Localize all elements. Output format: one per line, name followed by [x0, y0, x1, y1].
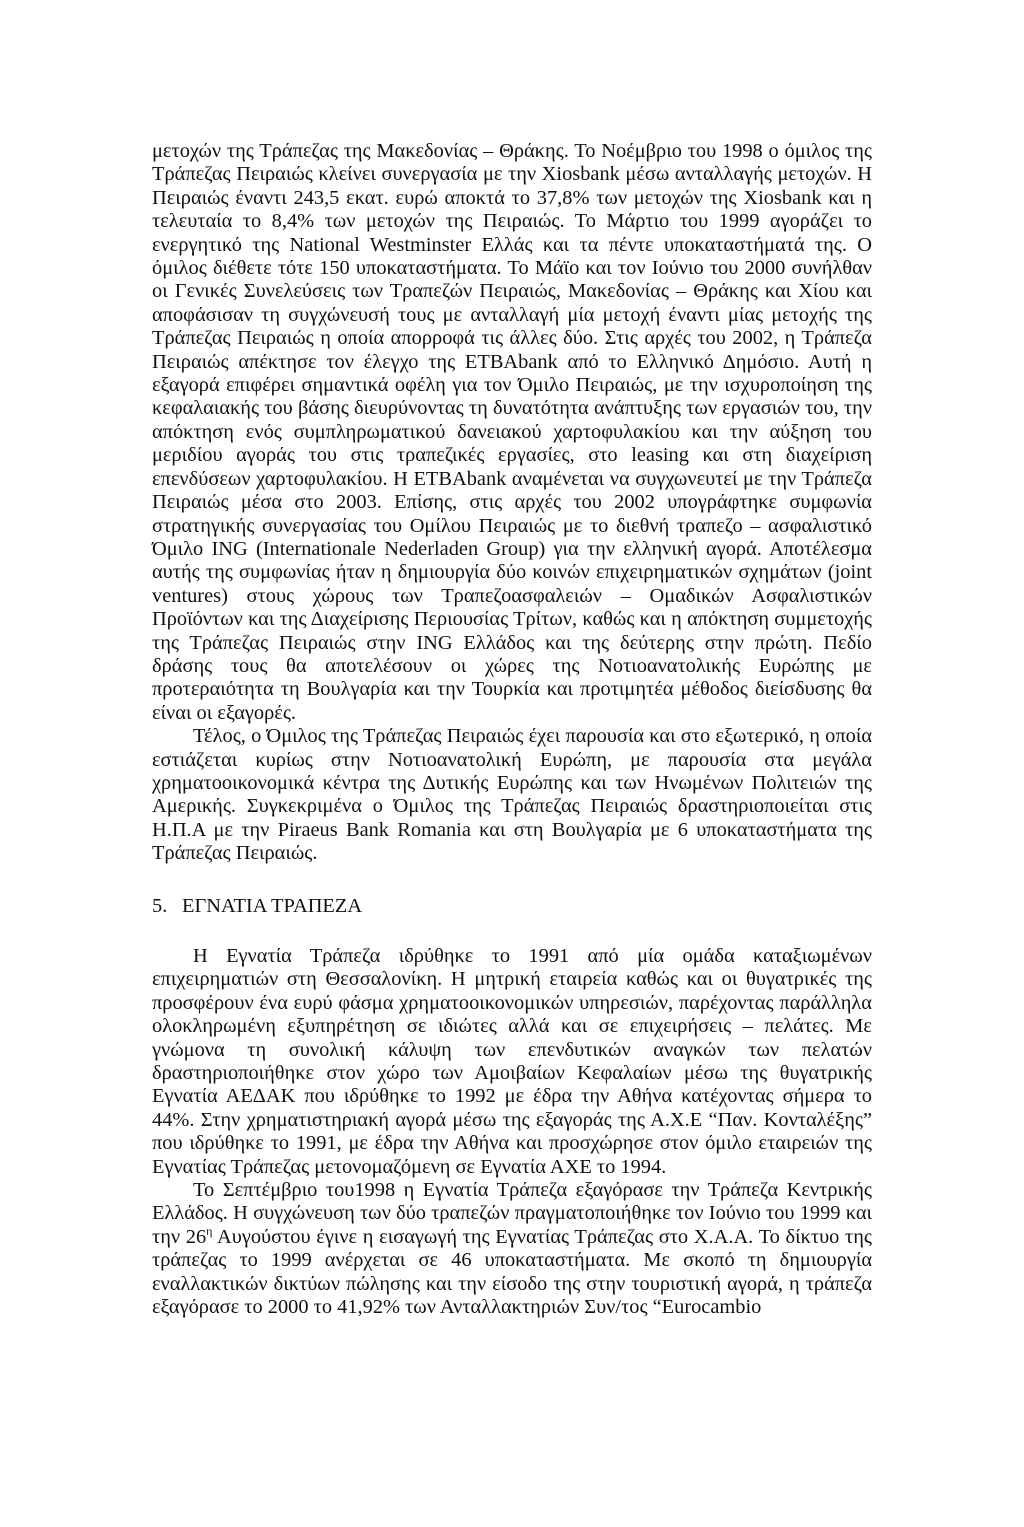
section-number: 5.	[152, 894, 168, 917]
ordinal-superscript: η	[206, 1224, 213, 1239]
section-title: ΕΓΝΑΤΙΑ ΤΡΑΠΕΖΑ	[182, 894, 363, 917]
paragraph-egnatia-founding: Η Εγνατία Τράπεζα ιδρύθηκε το 1991 από μία ομάδα καταξιωμένων επιχειρηματιών στη Θεσσαλονίκη. Η μητρική εταιρεία καθώς και οι θυγατρικές της προσφέρουν ένα ευρύ φάσμα χρηματοοικονομικών υπηρεσιών, παρέχοντας παράλληλα ολοκληρωμένη εξυπηρέτηση σε ιδιώτες αλλά και σε επιχειρήσεις – πελάτες. Με γνώμονα τη συνολική κάλυψη των επενδυτικών αναγκών των πελατών δραστηριοποιήθηκε στον χώρο των Αμοιβαίων Κεφαλαίων μέσω της θυγατρικής Εγνατία ΑΕΔΑΚ που ιδρύθηκε το 1992 με έδρα την Αθήνα κατέχοντας σήμερα το 44%. Στην χρηματιστηριακή αγορά μέσω της εξαγοράς της Α.Χ.Ε “Παν. Κονταλέξης” που ιδρύθηκε το 1991, με έδρα την Αθήνα και προσχώρησε στον όμιλο εταιρειών της Εγνατίας Τράπεζας μετονομαζόμενη σε Εγνατία ΑΧΕ το 1994.	[152, 945, 872, 1178]
paragraph-piraeus-history: μετοχών της Τράπεζας της Μακεδονίας – Θράκης. Το Νοέμβριο του 1998 ο όμιλος της Τράπεζας Πειραιώς κλείνει συνεργασία με την Xiosbank μέσω ανταλλαγής μετοχών. Η Πειραιώς έναντι 243,5 εκατ. ευρώ αποκτά το 37,8% των μετοχών της Xiosbank και η τελευταία το 8,4% των μετοχών της Πειραιώς. Το Μάρτιο του 1999 αγοράζει το ενεργητικό της National Westminster Ελλάς και τα πέντε υποκαταστήματά της. Ο όμιλος διέθετε τότε 150 υποκαταστήματα. Το Μάϊο και τον Ιούνιο του 2000 συνήλθαν οι Γενικές Συνελεύσεις των Τραπεζών Πειραιώς, Μακεδονίας – Θράκης και Χίου και αποφάσισαν τη συγχώνευσή τους με ανταλλαγή μία μετοχή έναντι μίας μετοχής της Τράπεζας Πειραιώς η οποία απορροφά τις άλλες δύο. Στις αρχές του 2002, η Τράπεζα Πειραιώς απέκτησε τον έλεγχο της ΕΤΒΑbank από το Ελληνικό Δημόσιο. Αυτή η εξαγορά επιφέρει σημαντικά οφέλη για τον Όμιλο Πειραιώς, με την ισχυροποίηση της κεφαλαιακής του βάσης διευρύνοντας τη δυνατότητα ανάπτυξης των εργασιών του, την απόκτηση ενός συμπληρωματικού δανειακού χαρτοφυλακίου και την αύξηση του μεριδίου αγοράς του στις τραπεζικές εργασίες, στο leasing και στη διαχείριση επενδύσεων χαρτοφυλακίου. Η ΕΤΒΑbank αναμένεται να συγχωνευτεί με την Τράπεζα Πειραιώς μέσα στο 2003. Επίσης, στις αρχές του 2002 υπογράφτηκε συμφωνία στρατηγικής συνεργασίας του Ομίλου Πειραιώς με το διεθνή τραπεζο – ασφαλιστικό Όμιλο ING (Internationale Nederladen Group) για την ελληνική αγορά. Αποτέλεσμα αυτής της συμφωνίας ήταν η δημιουργία δύο κοινών επιχειρηματικών σχημάτων (joint ventures) στους χώρους των Τραπεζοασφαλειών – Ομαδικών Ασφαλιστικών Προϊόντων και της Διαχείρισης Περιουσίας Τρίτων, καθώς και η απόκτηση συμμετοχής της Τράπεζας Πειραιώς στην ING Ελλάδος και της δεύτερης στην πρώτη. Πεδίο δράσης τους θα αποτελέσουν οι χώρες της Νοτιοανατολικής Ευρώπης με προτεραιότητα τη Βουλγαρία και την Τουρκία και προτιμητέα μέθοδος διείσδυσης θα είναι οι εξαγορές.	[152, 140, 872, 724]
paragraph-text-part-2: Αυγούστου έγινε η εισαγωγή της Εγνατίας Τράπεζας στο Χ.Α.Α. Το δίκτυο της τράπεζας το 1999 ανέρχεται σε 46 υποκαταστήματα. Με σκοπό τη δημιουργία εναλλακτικών δικτύων πώλησης και την είσοδο της στην τουριστική αγορά, η τράπεζα εξαγόρασε το 2000 το 41,92% των Ανταλλακτηριών Συν/τος “Eurocambio	[152, 1225, 872, 1319]
paragraph-egnatia-expansion	[152, 1179, 872, 1319]
paragraph-piraeus-abroad: Τέλος, ο Όμιλος της Τράπεζας Πειραιώς έχει παρουσία και στο εξωτερικό, η οποία εστιάζεται κυρίως στην Νοτιοανατολική Ευρώπη, με παρουσία στα μεγάλα χρηματοοικονομικά κέντρα της Δυτικής Ευρώπης και των Ηνωμένων Πολιτειών της Αμερικής. Συγκεκριμένα ο Όμιλος της Τράπεζας Πειραιώς δραστηριοποιείται στις Η.Π.Α με την Piraeus Bank Romania και στη Βουλγαρία με 6 υποκαταστήματα της Τράπεζας Πειραιώς.	[152, 725, 872, 865]
page-content	[152, 140, 872, 1320]
paragraph-text-part-1: Το Σεπτέμβριο του1998 η Εγνατία Τράπεζα εξαγόρασε την Τράπεζα Κεντρικής Ελλάδος. Η συγχώνευση των δύο τραπεζών πραγματοποιήθηκε τον Ιούνιο του 1999 και την 26	[152, 1179, 872, 1248]
section-heading	[152, 866, 872, 945]
